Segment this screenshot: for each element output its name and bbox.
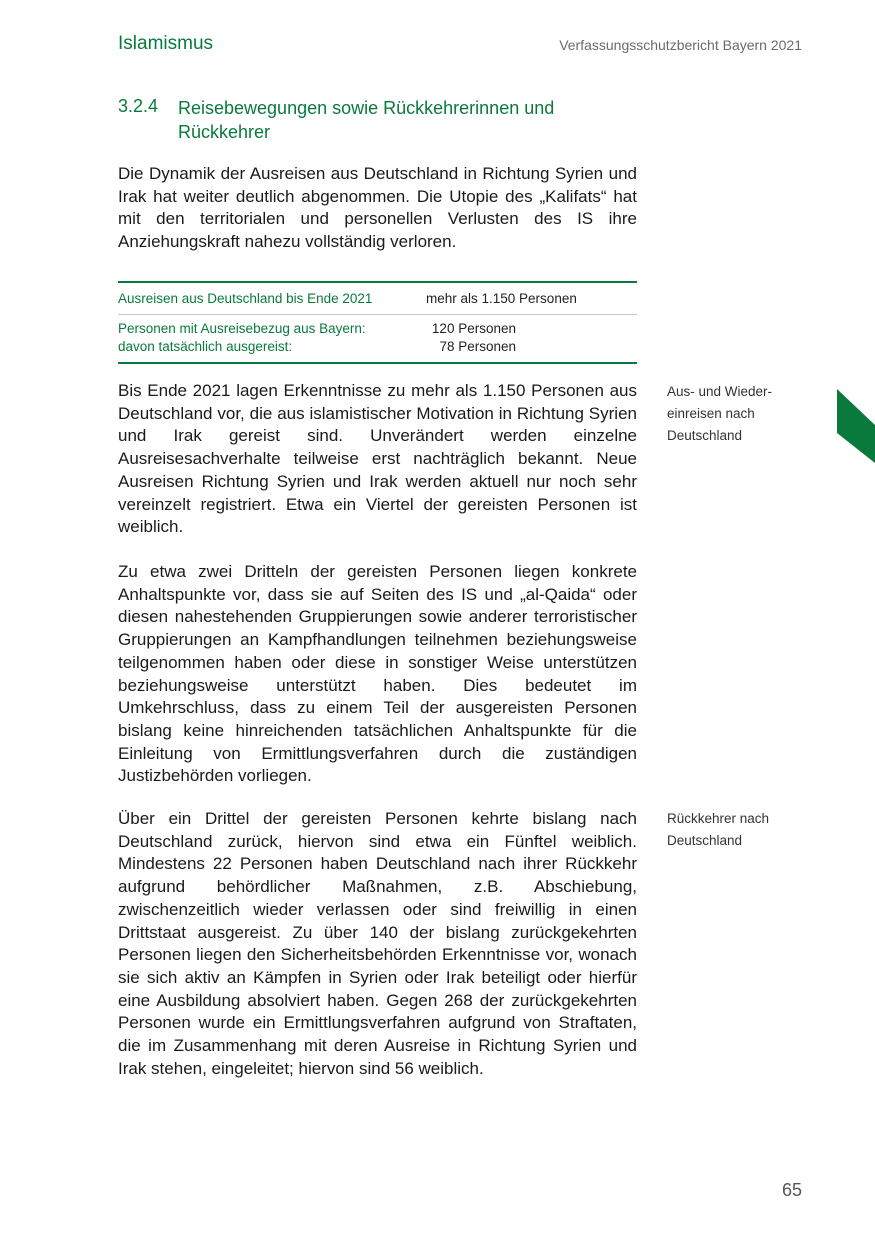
margin-note-line: einreisen nach: [667, 406, 755, 421]
table-label: Ausreisen aus Deutschland bis Ende 2021: [118, 291, 373, 306]
margin-note-line: Rückkehrer nach: [667, 811, 770, 826]
body-paragraph: Bis Ende 2021 lagen Erkenntnisse zu mehr als 1.150 Personen aus Deutschland vor, die aus islamistischer Motivation in Richtung Syrien und Irak gereist sind. Unverändert werden einzelne Ausreisesachverhalte teilweise erst nachträglich bekannt. Neue Ausreisen Richtung Syrien und Irak werden aktuell nur noch sehr vereinzelt registriert. Etwa ein Viertel der gereisten Personen ist weiblich.: [118, 381, 637, 537]
intro-paragraph: Die Dynamik der Ausreisen aus Deutschland in Richtung Syrien und Irak hat weiter deutlich abgenommen. Die Utopie des „Kalifats“ hat mit den territorialen und personellen Verlusten des IS ihre Anziehungskraft nahezu vollständig verloren.: [118, 164, 637, 252]
table-label-group: [118, 320, 426, 356]
table-label: Personen mit Ausreisebezug aus Bayern:: [118, 321, 366, 336]
page-number: 65: [781, 1180, 802, 1200]
margin-note-returnees: [667, 808, 807, 852]
margin-note-travel: [667, 381, 807, 447]
table-value-group: [426, 320, 516, 356]
table-value: mehr als 1.150 Personen: [426, 291, 577, 306]
section-title: Reisebewegungen sowie Rückkehrerinnen und Rückkehrer: [178, 98, 555, 142]
table-row: [118, 283, 637, 315]
body-paragraph: Zu etwa zwei Dritteln der gereisten Personen liegen konkrete Anhaltspunkte vor, dass sie auf Seiten des IS und „al-Qaida“ oder diesen nahestehenden Gruppierungen sowie anderer terroristischer Gruppierungen an Kampfhandlungen teilnehmen beziehungsweise teilgenommen haben oder diese in sonstiger Weise unterstützen beziehungsweise unterstützt haben. Dies bedeutet im Umkehrschluss, dass zu einem Teil der ausgereisten Personen bislang keine hinreichenden tatsächlichen Anhaltspunkte für die Einleitung von Ermittlungsverfahren durch die zuständigen Justizbehörden vorliegen.: [118, 562, 637, 786]
table-value: 78 Personen: [439, 339, 516, 354]
margin-note-line: Aus- und Wieder-: [667, 384, 773, 399]
running-header-report: Verfassungsschutzbericht Bayern 2021: [559, 37, 802, 53]
table-label: davon tatsächlich ausgereist:: [118, 339, 293, 354]
chapter-tab-shape: [837, 389, 875, 463]
running-header-section: Islamismus: [118, 33, 214, 54]
margin-note-line: Deutschland: [667, 428, 743, 443]
table-value: 120 Personen: [431, 321, 516, 336]
table-row: [118, 315, 637, 362]
margin-note-line: Deutschland: [667, 833, 743, 848]
body-paragraph: Über ein Drittel der gereisten Personen kehrte bislang nach Deutschland zurück, hiervon sind etwa ein Fünftel weiblich. Mindestens 22 Personen haben Deutschland nach ihrer Rückkehr aufgrund behördlicher Maßnahmen, z.B. Abschiebung, zwischenzeitlich wieder verlassen oder sind freiwillig in einen Drittstaat ausgereist. Zu über 140 der bislang zurückgekehrten Personen liegen den Sicherheitsbehörden Erkenntnisse vor, wonach sie sich aktiv an Kämpfen in Syrien oder Irak beteiligt oder hierfür eine Ausbildung absolviert haben. Gegen 268 der zurückgekehrten Personen wurde ein Ermittlungsverfahren aufgrund von Straftaten, die im Zusammenhang mit deren Ausreise in Richtung Syrien und Irak stehen, eingeleitet; hiervon sind 56 weiblich.: [118, 809, 637, 1078]
chapter-tab-marker: [837, 389, 875, 463]
stats-table: [118, 281, 637, 364]
section-number: 3.2.4: [118, 96, 159, 116]
